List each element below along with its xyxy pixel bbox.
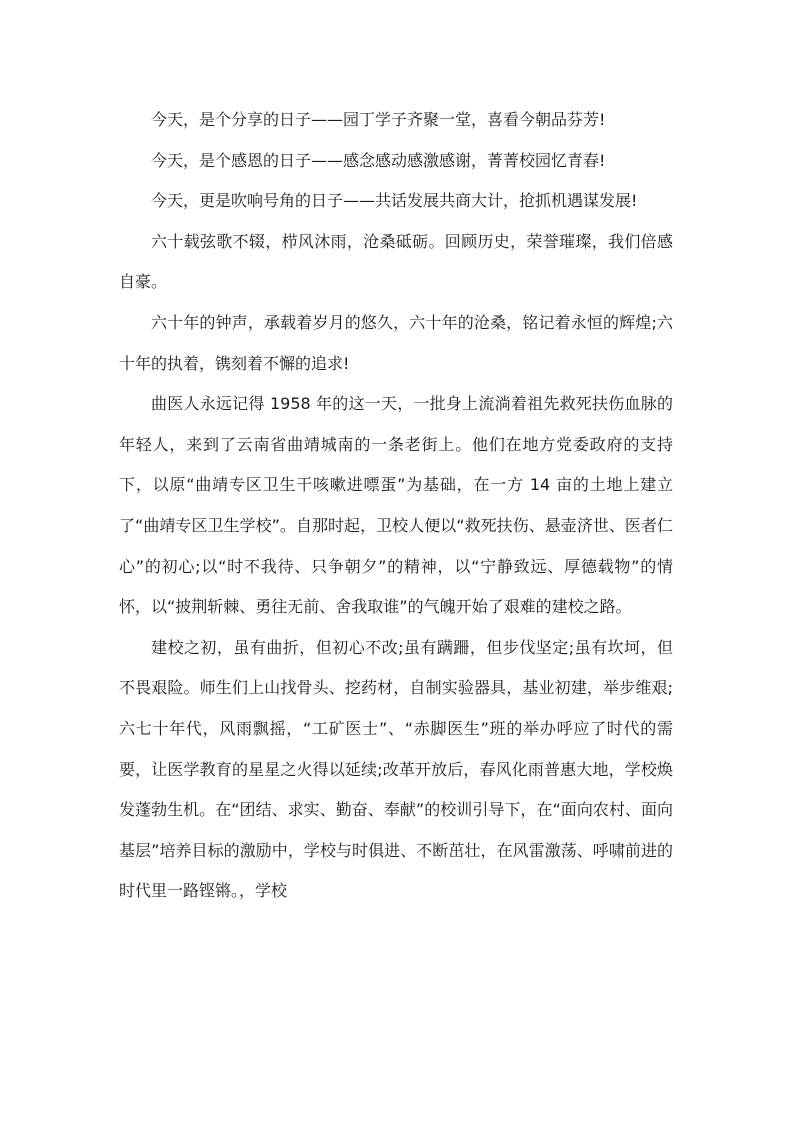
paragraph-2: 今天，是个感恩的日子——感念感动感激感谢，菁菁校园忆青春! [151,150,606,170]
paragraph-6: 曲医人永远记得 1958 年的这一天，一批身上流淌着祖先救死扶伤血脉的年轻人，来到了云南省曲靖城南的一条老街上。他们在地方党委政府的支持下，以原“曲靖专区卫生干咳嗽进嘌蛋”为基础，在一方 14 亩的土地上建立了“曲靖专区卫生学校”。自那时起，卫校人便以“救死扶伤、悬壶济世、医者仁心”的初心;以“时不我待、只争朝夕”的精神，以“宁静致远、厚德载物”的情怀，以“披荆斩棘、勇往无前、舍我取谁”的气魄开始了艰难的建校之路。 [119,394,673,617]
paragraph-1: 今天，是个分享的日子——园丁学子齐聚一堂，喜看今朝品芬芳! [151,110,606,129]
paragraph-5: 六十年的钟声，承载着岁月的悠久，六十年的沧桑，铭记着永恒的辉煌;六十年的执着，镌刻着不懈的追求! [119,312,673,373]
paragraph-3: 今天，更是吹响号角的日子——共话发展共商大计，抢抓机遇谋发展! [151,191,638,211]
paragraph-7: 建校之初，虽有曲折，但初心不改;虽有蹒跚，但步伐坚定;虽有坎坷，但不畏艰险。师生们上山找骨头、挖药材，自制实验器具，基业初建，举步维艰;六七十年代，风雨飘摇，“工矿医士”、“赤脚医生”班的举办呼应了时代的需要，让医学教育的星星之火得以延续;改革开放后，春风化雨普惠大地，学校焕发蓬勃生机。在“团结、求实、勤奋、奉献”的校训引导下，在“面向农村、面向基层”培养目标的激励中，学校与时俱进、不断茁壮，在风雷激荡、呼啸前进的时代里一路铿锵。，学校 [119,637,673,901]
body-text [119,100,673,912]
paragraph-4: 六十载弦歌不辍，栉风沐雨，沧桑砥砺。回顾历史，荣誉璀璨，我们倍感自豪。 [119,231,673,292]
